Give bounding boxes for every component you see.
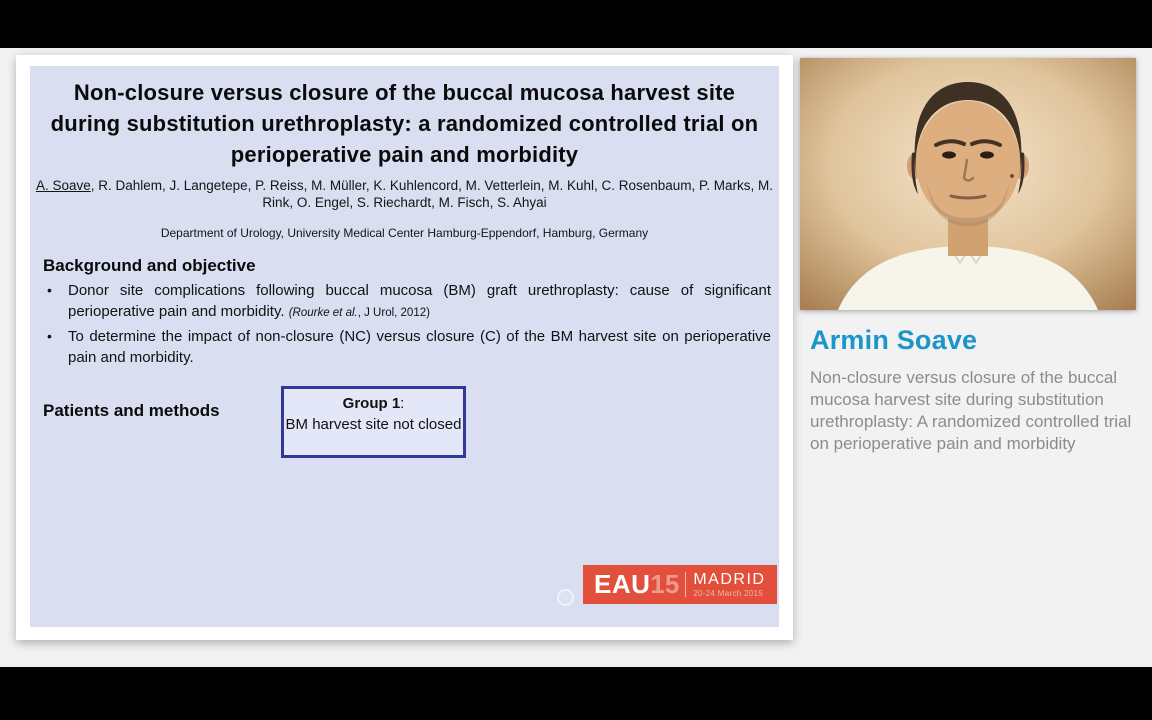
citation: (Rourke et al., J Urol, 2012) — [288, 307, 430, 319]
background-bullet-list — [30, 280, 779, 368]
logo-city-block: MADRID 20-24 March 2015 — [693, 570, 766, 598]
section-heading-background: Background and objective — [43, 256, 256, 275]
slide-authors — [34, 177, 775, 211]
slide-title: Non-closure versus closure of the buccal mucosa harvest site during substitution urethroplasty: a randomized controlled trial on perioperative pain and morbidity — [50, 80, 759, 167]
eau-wordmark: EAU 15 — [594, 569, 680, 599]
speaker-name: Armin Soave — [810, 325, 978, 355]
section-heading-methods: Patients and methods — [43, 401, 220, 420]
slide-card — [16, 55, 793, 640]
group1-box — [281, 386, 466, 458]
presenting-author: A. Soave — [35, 178, 91, 193]
group1-box-title: Group 1: — [342, 395, 405, 412]
bullet-item — [68, 326, 771, 368]
letterbox-top — [0, 0, 1152, 48]
speaker-portrait-icon — [800, 58, 1136, 310]
coauthors: , R. Dahlem, J. Langetepe, P. Reiss, M. Müller, K. Kuhlencord, M. Vetterlein, M. Kuhl, C. Rosenbaum, P. Marks, M. Rink, O. Engel, S. Riechardt, M. Fisch, S. Ahyai — [90, 178, 774, 210]
bullet-text: To determine the impact of non-closure (NC) versus closure (C) of the BM harvest site on perioperative pain and morbidity. — [68, 328, 771, 366]
speaker-photo — [800, 58, 1136, 310]
bullet-text: Donor site complications following buccal mucosa (BM) graft urethroplasty: cause of significant perioperative pain and morbidity. — [68, 282, 771, 320]
slide-affiliation: Department of Urology, University Medical Center Hamburg-Eppendorf, Hamburg, Germany — [160, 226, 649, 240]
eau15-madrid-logo — [583, 565, 777, 604]
bullet-item — [68, 280, 771, 324]
letterbox-bottom — [0, 667, 1152, 720]
presentation-slide — [30, 66, 779, 627]
logo-divider — [685, 572, 686, 597]
watermark-circle-icon — [557, 589, 574, 606]
speaker-talk-title: Non-closure versus closure of the buccal mucosa harvest site during substitution urethroplasty: A randomized controlled trial on perioperative pain and morbidity — [810, 368, 1132, 453]
group1-box-body: BM harvest site not closed — [285, 416, 462, 433]
